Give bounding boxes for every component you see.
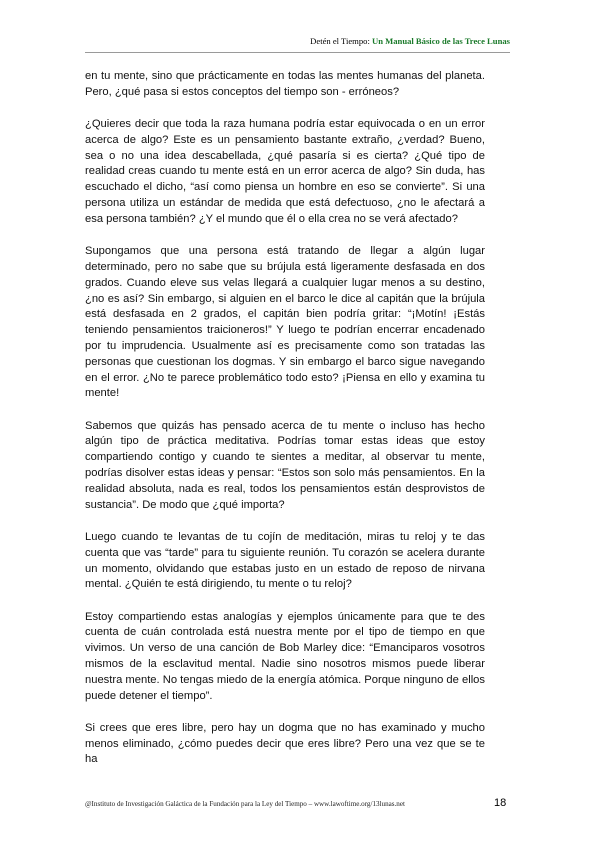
header-rule [85, 52, 510, 53]
running-header [310, 36, 510, 46]
paragraph: ¿Quieres decir que toda la raza humana podría estar equivocada o en un error acerca de algo? Este es un pensamiento bastante extraño, ¿verdad? Bueno, sea o no una idea descabellada, ¿qué pasaría si es cierta? ¿Qué tipo de realidad creas cuando tu mente está en un error acerca de algo? Sin duda, has escuchado el dicho, “así como piensa un hombre en eso se convierte”. Si una persona utiliza un estándar de medida que está defectuoso, ¿no le afectará a esa persona también? ¿Y el mundo que él o ella crea no se verá afectado? [85, 118, 485, 225]
footer-credit: @Instituto de Investigación Galáctica de la Fundación para la Ley del Tiempo – www.lawoftime.org/13lunas.net [85, 800, 405, 808]
header-prefix: Detén el Tiempo: [310, 36, 372, 46]
paragraph: Estoy compartiendo estas analogías y ejemplos únicamente para que te des cuenta de cuán controlada está nuestra mente por el tipo de tiempo en que vivimos. Un verso de una canción de Bob Marley dice: “Emanciparos vosotros mismos de la esclavitud mental. Nadie sino nosotros mismos puede liberar nuestra mente. No tengas miedo de la energía atómica. Porque ninguno de ellos puede detener el tiempo”. [85, 610, 485, 702]
paragraph: Supongamos que una persona está tratando de llegar a algún lugar determinado, pero no sabe que su brújula está ligeramente desfasada en dos grados. Cuando eleve sus velas llegará a cualquier lugar menos a su destino, ¿no es así? Sin embargo, si alguien en el barco le dice al capitán que la brújula está desfasada en 2 grados, el capitán bien podría gritar: “¡Motín! ¡Estás teniendo pensamientos traicioneros!” Y luego te podrían encerrar encadenado por tu imprudencia. Usualmente así es precisamente como son tratadas las personas que cuestionan los dogmas. Y sin embargo el barco sigue navegando en el error. ¿No te parece problemático todo esto? ¡Piensa en ello y examina tu mente! [85, 245, 485, 400]
paragraph: en tu mente, sino que prácticamente en todas las mentes humanas del planeta. Pero, ¿qué pasa si estos conceptos del tiempo son - erróneos? [85, 70, 485, 98]
paragraph: Si crees que eres libre, pero hay un dogma que no has examinado y mucho menos eliminado, ¿cómo puedes decir que eres libre? Pero una vez que se te ha [85, 721, 485, 766]
header-book-title: Un Manual Básico de las Trece Lunas [372, 36, 510, 46]
body-text [85, 69, 485, 785]
page-number: 18 [494, 797, 507, 809]
paragraph: Luego cuando te levantas de tu cojín de meditación, miras tu reloj y te das cuenta que vas “tarde” para tu siguiente reunión. Tu corazón se acelera durante un momento, olvidando que estabas justo en un estado de reposo de nirvana mental. ¿Quién te está dirigiendo, tu mente o tu reloj? [85, 530, 485, 591]
paragraph: Sabemos que quizás has pensado acerca de tu mente o incluso has hecho algún tipo de práctica meditativa. Podrías tomar estas ideas que estoy compartiendo contigo y cuando te sientes a meditar, al observar tu mente, podrías disolver estas ideas y pensar: “Estos son solo más pensamientos. En la realidad absoluta, nada es real, todos los pensamientos están desprovistos de sustancia”. De modo que ¿qué importa? [85, 419, 485, 511]
